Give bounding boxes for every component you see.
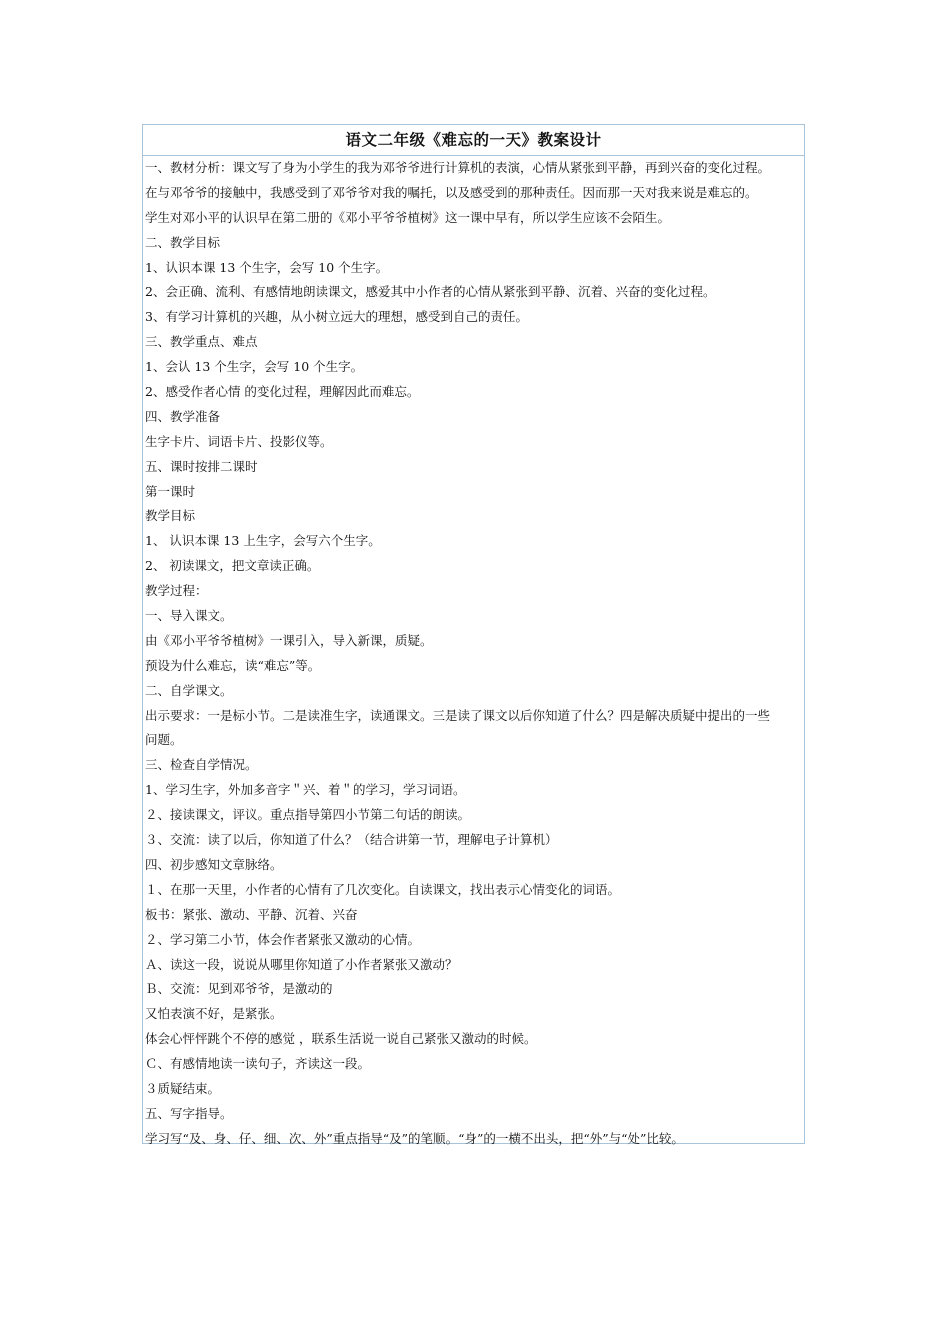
- text-line: 1、学习生字，外加多音字＂兴、着＂的学习，学习词语。: [145, 782, 466, 798]
- text-line: 生字卡片、词语卡片、投影仪等。: [145, 433, 333, 449]
- text-line: 在与邓爷爷的接触中，我感受到了邓爷爷对我的嘱托，以及感受到的那种责任。因而那一天对我来说是难忘的。: [145, 184, 758, 200]
- text-line: 五、写字指导。: [145, 1105, 233, 1121]
- text-line: 教学目标: [145, 508, 196, 524]
- text-line: 四、初步感知文章脉络。: [145, 856, 283, 872]
- text-line: 五、课时按排二课时: [145, 458, 258, 474]
- text-line: Ｃ、有感情地读一读句子，齐读这一段。: [145, 1056, 371, 1072]
- text-line: 出示要求：一是标小节。二是读准生字，读通课文。三是读了课文以后你知道了什么？四是解决质疑中提出的一些: [145, 707, 771, 723]
- document-body: [143, 156, 804, 1152]
- text-line: 二、教学目标: [145, 234, 221, 250]
- text-line: 1、认识本课 13 个生字，会写 10 个生字。: [145, 259, 389, 275]
- text-line: 又怕表演不好，是紧张。: [145, 1006, 283, 1022]
- text-line: 2、会正确、流利、有感情地朗读课文，感爱其中小作者的心情从紧张到平静、沉着、兴奋的变化过程。: [145, 284, 716, 300]
- text-line: 问题。: [145, 732, 183, 748]
- text-line: １、在那一天里，小作者的心情有了几次变化。自读课文，找出表示心情变化的词语。: [145, 881, 621, 897]
- text-line: 学生对邓小平的认识早在第二册的《邓小平爷爷植树》这一课中早有，所以学生应该不会陌生。: [145, 209, 671, 225]
- text-line: 四、教学准备: [145, 408, 221, 424]
- text-line: ２、接读课文，评议。重点指导第四小节第二句话的朗读。: [145, 807, 471, 823]
- text-line: ３、交流：读了以后，你知道了什么？（结合讲第一节，理解电子计算机）: [145, 832, 558, 848]
- text-line: 2、 初读课文，把文章读正确。: [145, 558, 320, 574]
- text-line: 1、 认识本课 13 上生字，会写六个生字。: [145, 533, 381, 549]
- text-line: 教学过程：: [145, 583, 208, 599]
- text-line: ２、学习第二小节，体会作者紧张又激动的心情。: [145, 931, 421, 947]
- document-title: 语文二年级《难忘的一天》教案设计: [143, 125, 804, 156]
- text-line: 板书：紧张、激动、平静、沉着、兴奋: [145, 906, 358, 922]
- text-line: 由《邓小平爷爷植树》一课引入，导入新课，质疑。: [145, 632, 433, 648]
- text-line: ３质疑结束。: [145, 1080, 221, 1096]
- text-line: 体会心怦怦跳个不停的感觉 ，联系生活说一说自己紧张又激动的时候。: [145, 1031, 537, 1047]
- text-line: 三、检查自学情况。: [145, 757, 258, 773]
- text-line: 预设为什么难忘，读“难忘”等。: [145, 657, 321, 673]
- text-line: 一、教材分析：课文写了身为小学生的我为邓爷爷进行计算机的表演，心情从紧张到平静，再到兴奋的变化过程。: [145, 160, 771, 175]
- text-line: 一、导入课文。: [145, 608, 233, 624]
- text-line: Ａ、读这一段，说说从哪里你知道了小作者紧张又激动？: [145, 956, 458, 972]
- text-line: 第一课时: [145, 483, 196, 499]
- text-line: Ｂ、交流：见到邓爷爷，是激动的: [145, 981, 333, 997]
- text-line: 1、会认 13 个生字，会写 10 个生字。: [145, 359, 364, 375]
- text-line: 三、教学重点、难点: [145, 334, 258, 350]
- lesson-plan-document: [142, 124, 805, 1144]
- text-line: 2、感受作者心情 的变化过程，理解因此而难忘。: [145, 384, 420, 400]
- text-line: 3、有学习计算机的兴趣，从小树立远大的理想，感受到自己的责任。: [145, 309, 528, 325]
- text-line: 学习写“及、身、仔、细、次、外”重点指导“及”的笔顺。“身”的一横不出头，把“外”与“处”比较。: [145, 1130, 684, 1146]
- text-line: 二、自学课文。: [145, 682, 233, 698]
